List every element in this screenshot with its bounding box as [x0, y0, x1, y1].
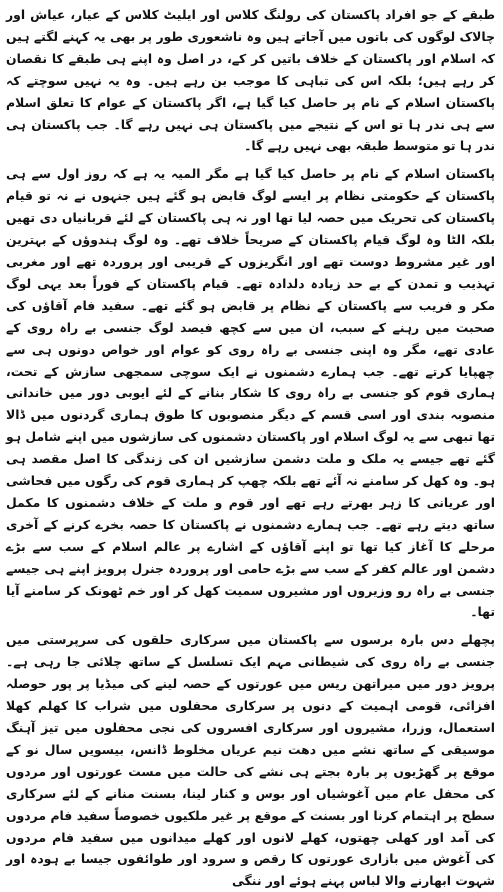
paragraph-1: طبقے کے جو افراد پاکستان کی رولنگ کلاس اور ایلیٹ کلاس کے عیار، عیاش اور چالاک لوگوں کی باتوں میں آجاتے ہیں وہ ناشعوری طور پر بھی یہ کہنے لگتے ہیں کہ اسلام اور پاکستان کے خلاف باتیں کر کے، در اصل وہ اپنے ہی طبقے کا نقصان کر رہے ہیں؛ بلکہ اس کی تباہی کا موجب بن رہے ہیں۔ وہ یہ نہیں سوچتے کہ پاکستان اسلام کے نام پر حاصل کیا گیا ہے، اگر پاکستان کے عوام کا تعلق اسلام سے ہی ندر ہا تو اس کے نتیجے میں پاکستان ہی نہیں رہے گا۔ جب پاکستان ہی ندر ہا تو متوسط طبقہ بھی نہیں رہے گا۔: [6, 7, 495, 154]
paragraph-2: پاکستان اسلام کے نام پر حاصل کیا گیا ہے مگر المیہ یہ ہے کہ روز اول سے ہی پاکستان کے حکومتی نظام پر ایسے لوگ قابض ہو گئے ہیں جنہوں نے نہ تو قیام پاکستان کی تحریک میں حصہ لیا تھا اور نہ ہی پاکستان کے لئے قربانیاں دی تھیں بلکہ الٹا وہ لوگ قیام پاکستان کے صریحاً خلاف تھے۔ وہ لوگ ہندوؤں کے بہترین اور غیر مشروط دوست تھے اور انگریزوں کے قریبی اور پروردہ تھے اور مغربی تہذیب و تمدن کے بے حد زیادہ دلدادہ تھے۔ قیام پاکستان کے فوراً بعد یہی لوگ مکر و فریب سے پاکستان کے نظام پر قابض ہو گئے تھے۔ سفید فام آقاؤں کی صحبت میں رہنے کے سبب، ان میں سے کچھ فیصد لوگ جنسی بے راہ روی کے عادی تھے، مگر وہ اپنی جنسی بے راہ روی کو عوام اور خواص دونوں ہی سے چھپایا کرتے تھے۔ جب ہمارے دشمنوں نے ایک سوچی سمجھی سازش کے تحت، ہماری قوم کو جنسی بے راہ روی کا شکار بنانے کے لئے ایوبی دور میں خاندانی منصوبہ بندی اور اسی قسم کے دیگر منصوبوں کا طوق ہماری گردنوں میں ڈالا تھا تبھی سے یہ لوگ اسلام اور پاکستان دشمنوں کی سازشوں میں اپنے شامل ہو گئے تھے جیسے یہ ملک و ملت دشمن سازشیں ان کی زندگی کا اصل مقصد ہی ہو۔ وہ کھل کر سامنے نہ آئے تھے بلکہ چھپ کر ہماری قوم کی رگوں میں فحاشی اور عریانی کا زہر بھرتے رہے تھے اور قوم و ملت کے خلاف دشمنوں کا مکمل ساتھ دیتے رہے تھے۔ جب ہمارے دشمنوں نے پاکستان کا حصہ بخرے کرنے کے آخری مرحلے کا آغاز کیا تھا تو اپنے آقاؤں کے اشارے پر عالم اسلام کے سب سے بڑے دشمن اور عالم کفر کے سب سے بڑے حامی اور پروردہ جنرل پرویز اپنے ہی جیسے جنسی بے راہ رو وزیروں اور مشیروں سمیت کھل کر اور خم ٹھونک کر سامنے آیا تھا۔: [6, 166, 495, 620]
paragraph-3: پچھلے دس بارہ برسوں سے پاکستان میں سرکاری حلقوں کی سرپرستی میں جنسی بے راہ روی کی شیطانی مہم ایک تسلسل کے ساتھ چلائی جا رہی ہے۔ پرویز دور میں میراتھن ریس میں عورتوں کے حصہ لینے کی میڈیا پر پور حوصلہ افزائی، قومی اہمیت کے دنوں پر سرکاری محفلوں میں شراب کا کھلم کھلا استعمال، وزرا، مشیروں اور سرکاری افسروں کی نجی محفلوں میں تیز آہنگ موسیقی کے ساتھ نشے میں دھت نیم عریاں مخلوط ڈانس، بیسویں سال نو کے موقع پر گھڑیوں پر بارہ بجتے ہی نشے کی حالت میں مست عورتوں اور مردوں کی محفل عام میں آغوشیاں اور بوس و کنار لینا، بسنت منانے کے لئے سرکاری سطح پر اہتمام کرنا اور بسنت کے موقع پر غیر ملکیوں خصوصاً سفید فام مردوں کی آمد اور کھلی چھتوں، کھلے لانوں اور کھلے میدانوں میں سفید فام مردوں کی آغوش میں بازاری عورتوں کا رقص و سرود اور طوائفوں جیسا بے ہودہ اور شہوت ابھارنے والا لباس پہنے ہوئے اور ننگی: [6, 632, 495, 889]
